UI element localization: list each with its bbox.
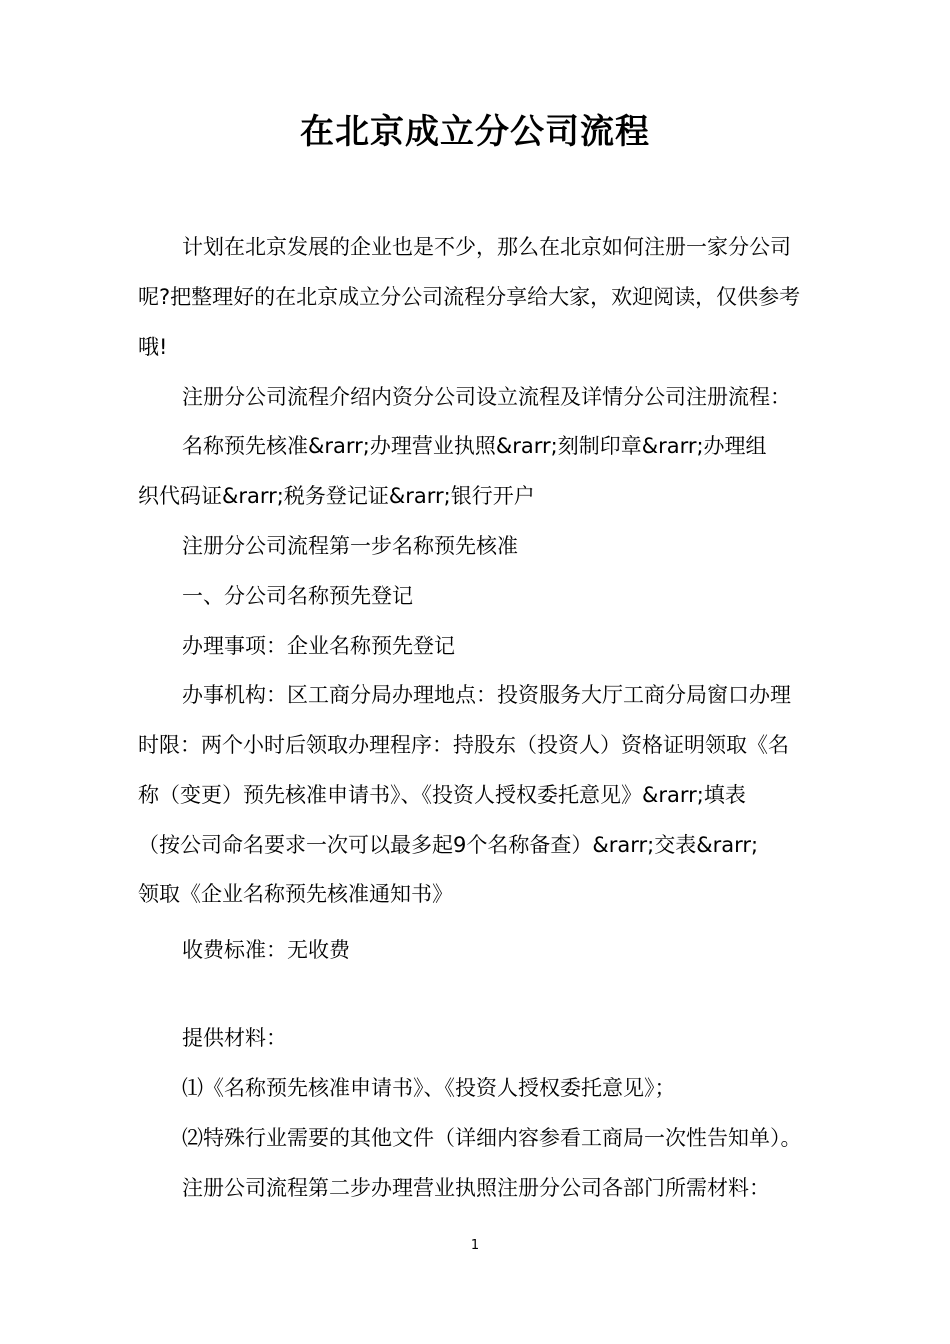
paragraph-line: 称（变更）预先核准申请书》、《投资人授权委托意见》&rarr;填表	[138, 783, 746, 807]
paragraph-line: 办理事项：企业名称预先登记	[182, 634, 455, 658]
list-item: ⑴《名称预先核准申请书》、《投资人授权委托意见》；	[182, 1076, 676, 1100]
paragraph-line: 呢?把整理好的在北京成立分公司流程分享给大家，欢迎阅读，仅供参考	[138, 285, 801, 309]
paragraph-line: 办事机构：区工商分局办理地点：投资服务大厅工商分局窗口办理	[182, 683, 791, 707]
document-title: 在北京成立分公司流程	[300, 112, 650, 152]
section-heading: 一、分公司名称预先登记	[182, 584, 413, 608]
section-heading: 注册分公司流程第一步名称预先核准	[182, 534, 518, 558]
paragraph-line: 计划在北京发展的企业也是不少，那么在北京如何注册一家分公司	[182, 235, 791, 259]
list-item: ⑵特殊行业需要的其他文件（详细内容参看工商局一次性告知单）。	[182, 1126, 802, 1150]
paragraph-line: 时限：两个小时后领取办理程序：持股东（投资人）资格证明领取《名	[138, 733, 789, 757]
page-number: 1	[470, 1238, 480, 1253]
paragraph-line: （按公司命名要求一次可以最多起9个名称备查）&rarr;交表&rarr;	[138, 833, 759, 857]
paragraph-line: 提供材料：	[182, 1026, 287, 1050]
paragraph-line: 哦!	[138, 335, 168, 359]
section-heading: 注册公司流程第二步办理营业执照注册分公司各部门所需材料：	[182, 1176, 770, 1200]
paragraph-line: 织代码证&rarr;税务登记证&rarr;银行开户	[138, 484, 535, 508]
paragraph-line: 名称预先核准&rarr;办理营业执照&rarr;刻制印章&rarr;办理组	[182, 434, 767, 458]
paragraph-line: 领取《企业名称预先核准通知书》	[138, 882, 453, 906]
paragraph-line: 注册分公司流程介绍内资分公司设立流程及详情分公司注册流程：	[182, 385, 791, 409]
paragraph-line: 收费标准：无收费	[182, 938, 350, 962]
